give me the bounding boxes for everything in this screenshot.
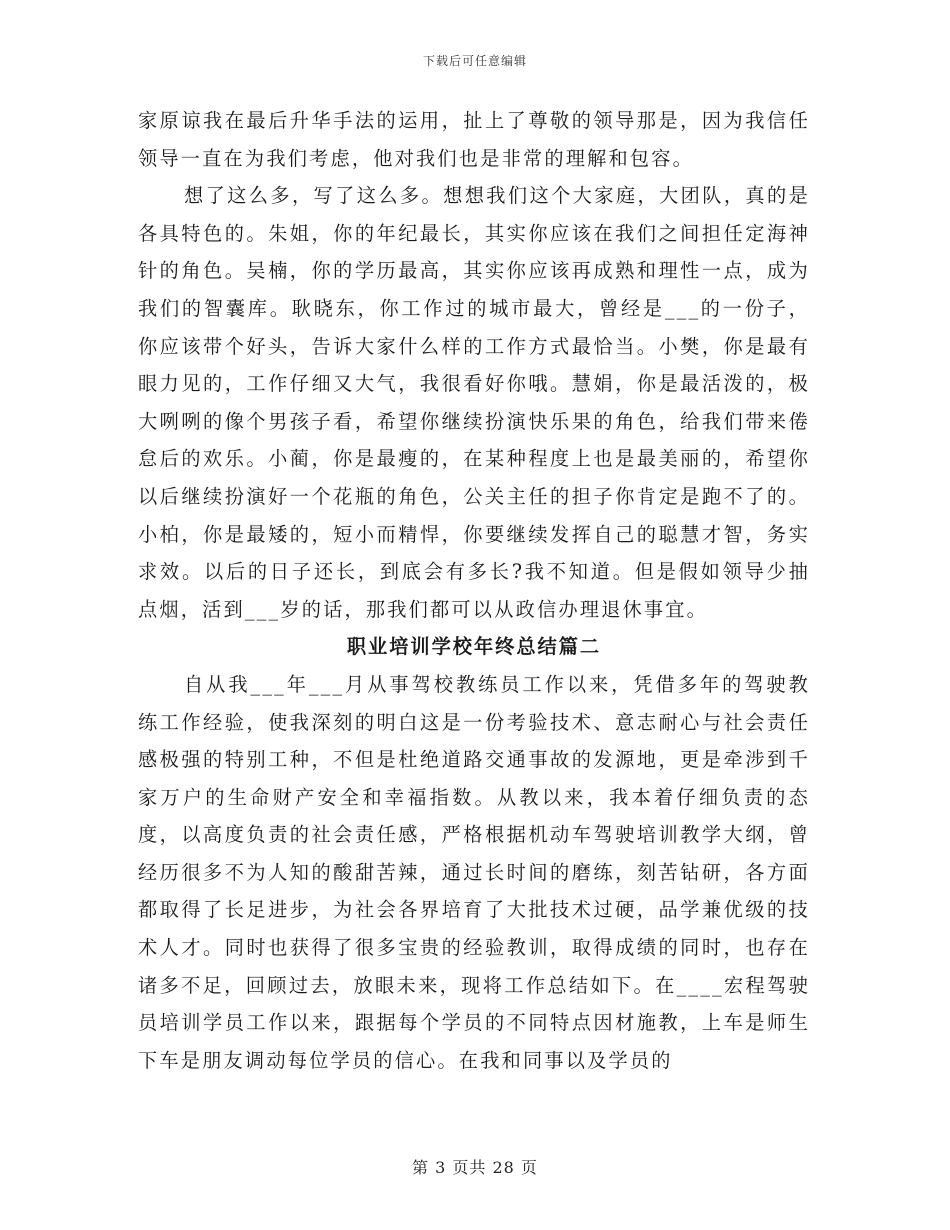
paragraph-2: 想了这么多，写了这么多。想想我们这个大家庭，大团队，真的是各具特色的。朱姐，你的年纪最长，其实你应该在我们之间担任定海神针的角色。吴楠，你的学历最高，其实你应该再成熟和理性一点，成为我们的智囊库。耿晓东，你工作过的城市最大，曾经是___的一份子，你应该带个好头，告诉大家什么样的工作方式最恰当。小樊，你是最有眼力见的，工作仔细又大气，我很看好你哦。慧娟，你是最活泼的，极大咧咧的像个男孩子看，希望你继续扮演快乐果的角色，给我们带来倦怠后的欢乐。小蔺，你是最瘦的，在某种程度上也是最美丽的，希望你以后继续扮演好一个花瓶的角色，公关主任的担子你肯定是跑不了的。小柏，你是最矮的，短小而精悍，你要继续发挥自己的聪慧才智，务实求效。以后的日子还长，到底会有多长?我不知道。但是假如领导少抽点烟，活到___岁的话，那我们都可以从政信办理退休事宜。 bbox=[138, 184, 810, 621]
document-body bbox=[138, 102, 810, 1079]
page-header-note: 下载后可任意编辑 bbox=[422, 54, 527, 68]
page-number-footer: 第 3 页共 28 页 bbox=[412, 1158, 538, 1177]
section-title: 职业培训学校年终总结篇二 bbox=[346, 635, 602, 659]
paragraph-3: 自从我___年___月从事驾校教练员工作以来，凭借多年的驾驶教练工作经验，使我深刻的明白这是一份考验技术、意志耐心与社会责任感极强的特别工种，不但是杜绝道路交通事故的发源地，更是牵涉到千家万户的生命财产安全和幸福指数。从教以来，我本着仔细负责的态度，以高度负责的社会责任感，严格根据机动车驾驶培训教学大纲，曾经历很多不为人知的酸甜苦辣，通过长时间的磨练，刻苦钻研，各方面都取得了长足进步，为社会各界培育了大批技术过硬，品学兼优级的技术人才。同时也获得了很多宝贵的经验教训，取得成绩的同时，也存在诸多不足，回顾过去，放眼未来，现将工作总结如下。在____宏程驾驶员培训学员工作以来，跟据每个学员的不同特点因材施教，上车是师生下车是朋友调动每位学员的信心。在我和同事以及学员的 bbox=[138, 672, 810, 1072]
paragraph-1: 家原谅我在最后升华手法的运用，扯上了尊敬的领导那是，因为我信任领导一直在为我们考虑，他对我们也是非常的理解和包容。 bbox=[138, 109, 810, 170]
